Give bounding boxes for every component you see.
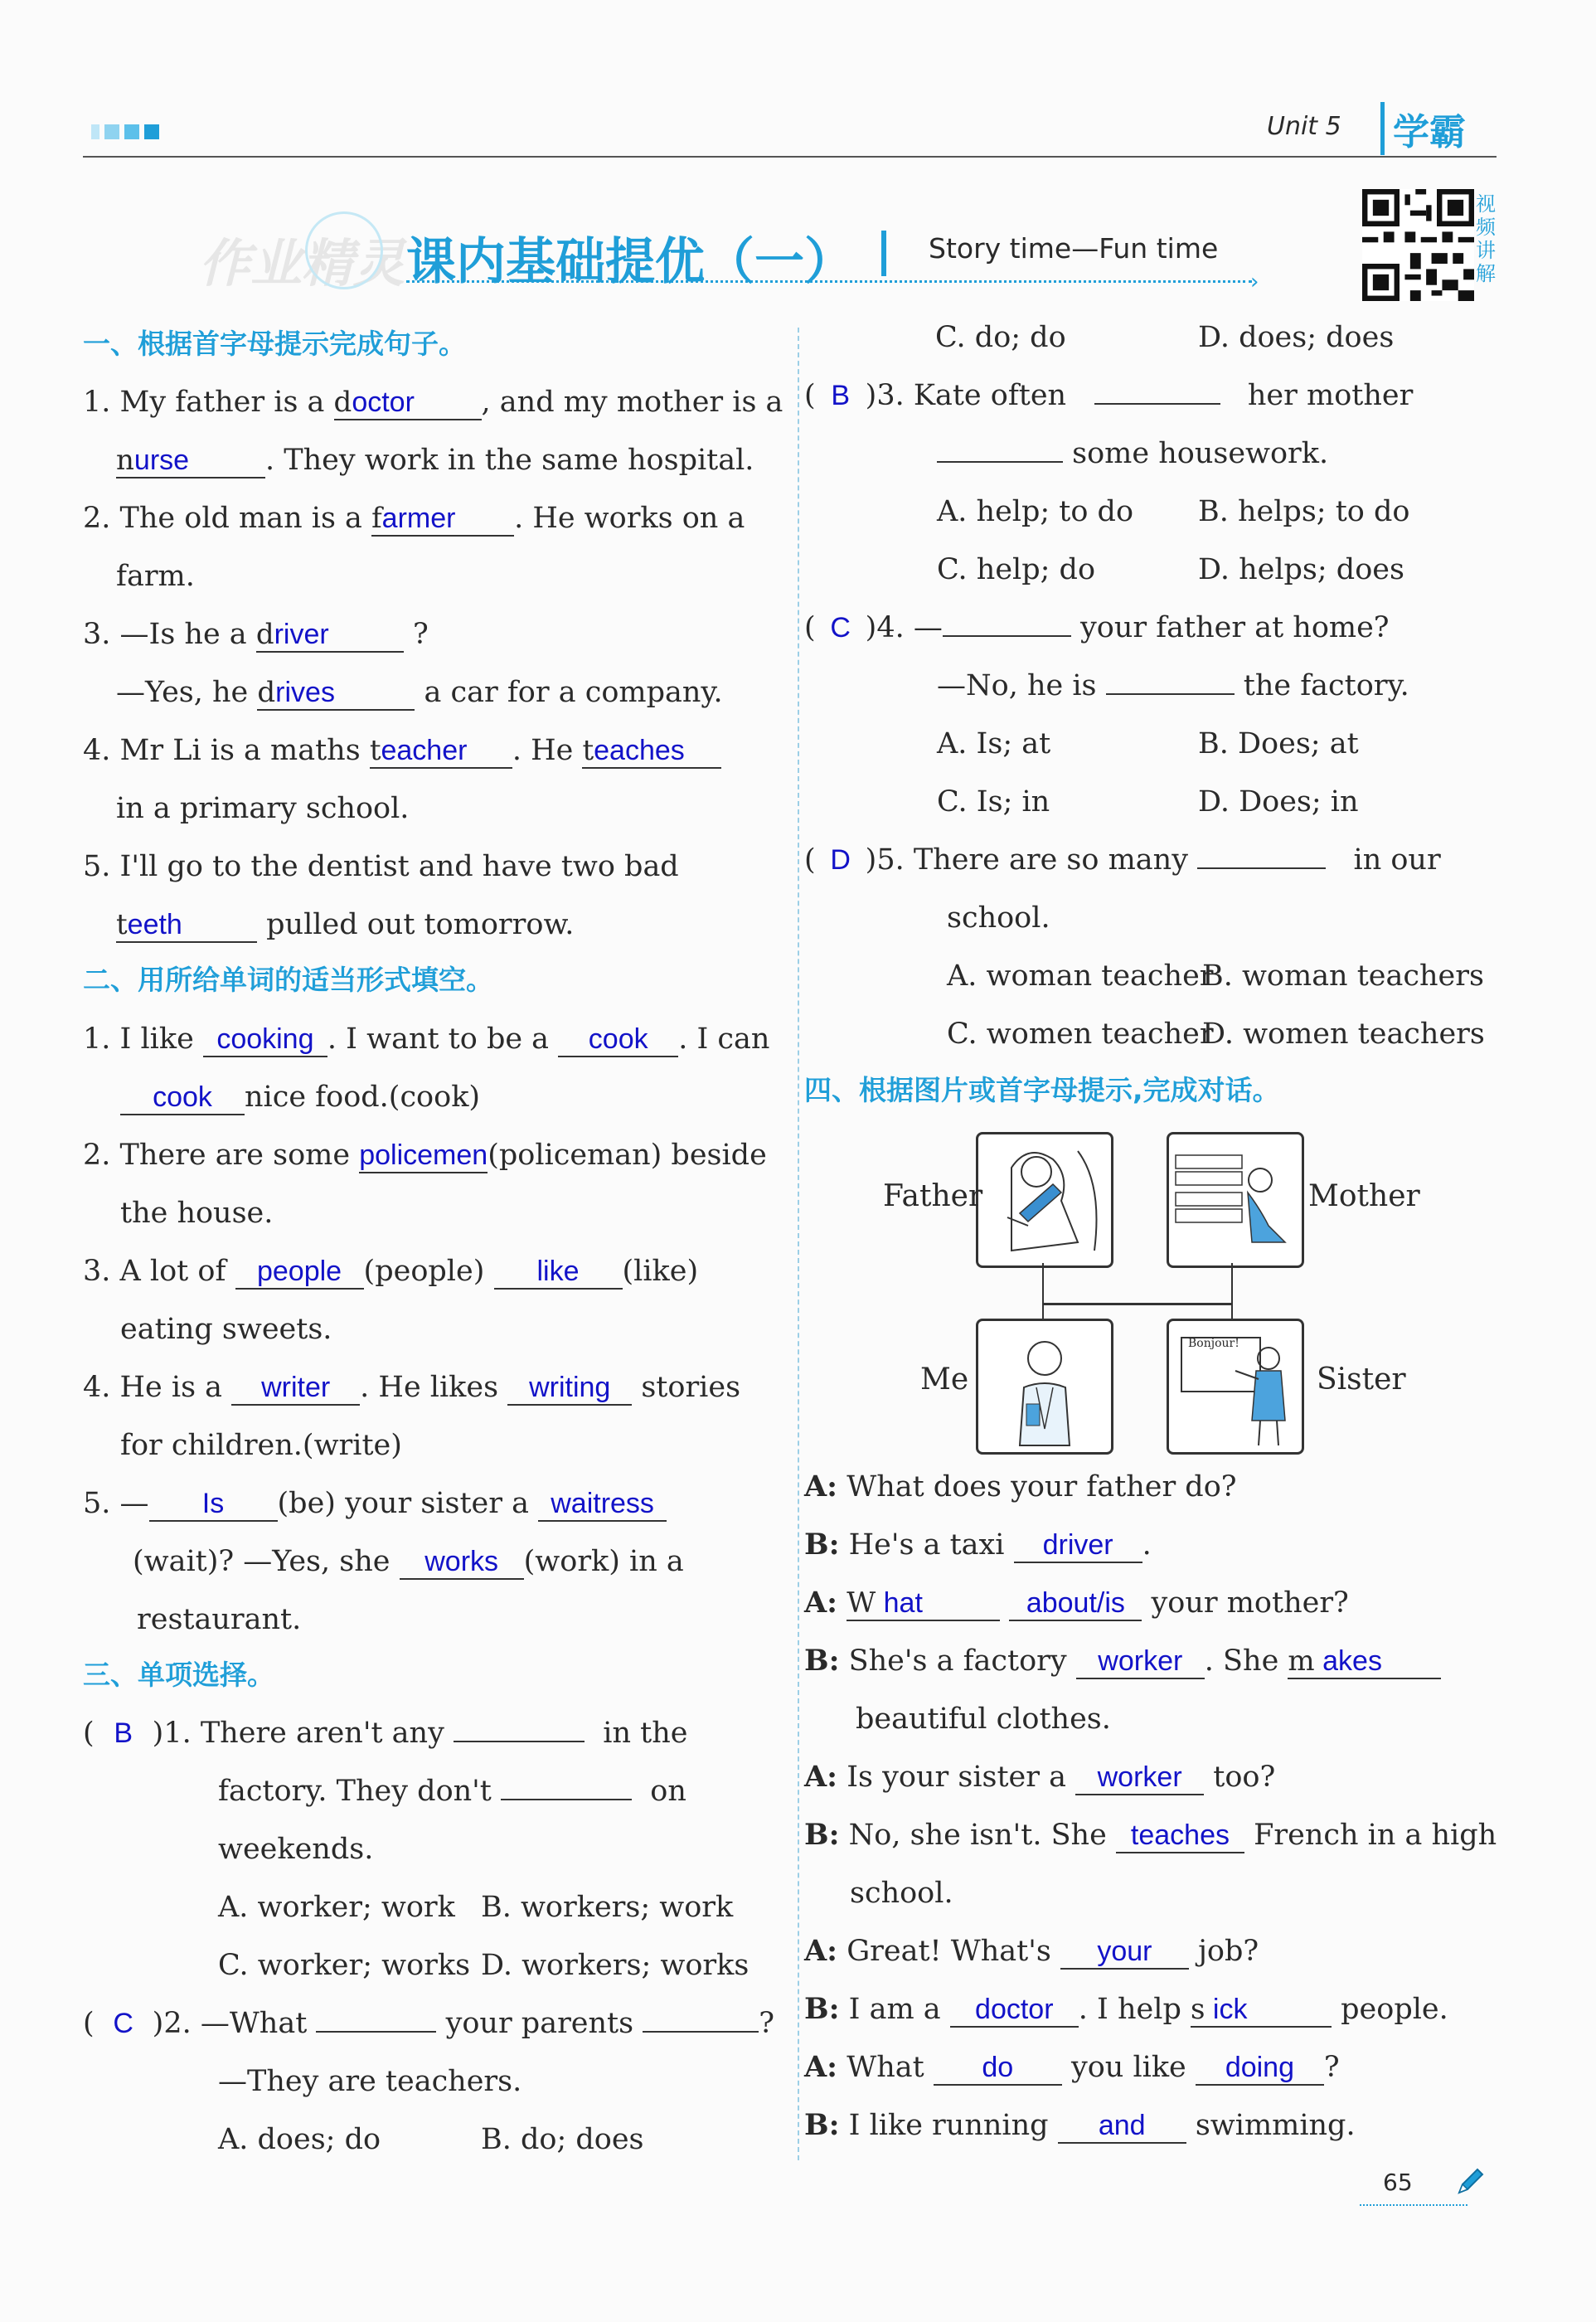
s1-q3-answer-b: drives <box>257 676 415 711</box>
dialog-7-answer: your <box>1060 1935 1189 1970</box>
s1-q2-answer: farmer <box>371 502 514 537</box>
family-tree-connector <box>1042 1263 1233 1304</box>
s2-q4-line1: 4. He is a writer . He likes writing stories <box>83 1371 741 1404</box>
qr-caption: 视频讲解 <box>1476 192 1496 285</box>
section-3-heading: 三、单项选择。 <box>83 1659 274 1691</box>
brand-logo: 学霸 <box>1380 102 1466 155</box>
s1-q4-line1: 4. Mr Li is a maths teacher . He teaches <box>83 730 721 771</box>
s1-q1-line2: nurse . They work in the same hospital. <box>116 444 754 477</box>
s2-q5-answer-c: works <box>400 1545 524 1580</box>
title-circle-icon <box>305 211 383 289</box>
dialog-2-answer: driver <box>1014 1528 1142 1563</box>
s3-q2-line2: —They are teachers. <box>218 2065 522 2098</box>
s2-q4-answer-a: writer <box>231 1371 360 1406</box>
s3-q3-line2: some housework. <box>937 433 1328 474</box>
mother-picture <box>1167 1132 1304 1268</box>
s3-q2-option-d[interactable]: D. does; does <box>1198 321 1395 354</box>
s3-q4-option-a[interactable]: A. Is; at <box>937 727 1051 760</box>
s2-q1-line2: cook nice food.(cook) <box>120 1076 480 1118</box>
page-subtitle: Story time—Fun time <box>929 232 1219 265</box>
s2-q5-line3: restaurant. <box>137 1603 302 1636</box>
dialog-4-answer-b: m akes <box>1288 1644 1441 1679</box>
s1-q4-answer-b: teaches <box>582 734 721 769</box>
s3-q4-option-c[interactable]: C. Is; in <box>937 785 1050 819</box>
s3-q4-line1: ( C )4. — your father at home? <box>804 607 1390 649</box>
section-4-heading: 四、根据图片或首字母提示,完成对话。 <box>804 1074 1280 1106</box>
title-bar <box>881 231 886 276</box>
dialog-3: A: W hat about/is your mother? <box>804 1586 1349 1620</box>
s2-q3-answer-a: people <box>235 1255 364 1290</box>
s3-q4-option-b[interactable]: B. Does; at <box>1198 727 1359 760</box>
s1-q2-line2: farm. <box>116 560 195 593</box>
page-title: 课内基础提优（一） <box>406 233 854 291</box>
s1-q2-line1: 2. The old man is a farmer . He works on a <box>83 502 745 535</box>
watermark-text: 作业精灵 <box>199 233 405 294</box>
dialog-6-answer: teaches <box>1116 1819 1244 1853</box>
label-mother: Mother <box>1308 1179 1420 1213</box>
page-number-underline <box>1360 2204 1467 2206</box>
s3-q3-answer: B <box>831 380 850 411</box>
s3-q3-option-c[interactable]: C. help; do <box>937 553 1096 586</box>
dialog-6: B: No, she isn't. She teaches French in a high <box>804 1818 1497 1852</box>
header-rule <box>83 156 1497 158</box>
header-decoration <box>91 124 159 143</box>
s3-q2-option-c[interactable]: C. do; do <box>935 321 1066 354</box>
s1-q1-answer-b: nurse <box>116 444 265 478</box>
label-father: Father <box>883 1179 983 1213</box>
dialog-10: B: I like running and swimming. <box>804 2108 1356 2142</box>
dialog-4-answer-a: worker <box>1076 1644 1205 1679</box>
s3-q1-line2: factory. They don't on <box>218 1771 686 1812</box>
label-sister: Sister <box>1317 1363 1406 1397</box>
s3-q1-option-b[interactable]: B. workers; work <box>481 1891 734 1924</box>
s1-q5-answer: teeth <box>116 908 257 943</box>
s1-q3-answer-a: driver <box>256 618 404 653</box>
s2-q1-line1: 1. I like cooking . I want to be a cook . I can <box>83 1023 770 1056</box>
dialog-5-answer: worker <box>1075 1761 1204 1795</box>
s2-q5-answer-b: waitress <box>538 1487 667 1522</box>
s1-q5-line2: teeth pulled out tomorrow. <box>116 908 575 941</box>
s3-q5-answer: D <box>830 844 851 876</box>
s3-q5-option-b[interactable]: B. woman teachers <box>1202 959 1484 993</box>
s3-q1-line1: ( B )1. There aren't any in the <box>83 1712 687 1754</box>
title-arrow-icon: › <box>1250 270 1259 294</box>
dialog-8-answer-a: doctor <box>950 1993 1079 2028</box>
me-picture <box>976 1319 1113 1455</box>
s3-q5-line2: school. <box>947 901 1050 935</box>
s3-q1-option-a[interactable]: A. worker; work <box>218 1891 455 1924</box>
s3-q4-line2: —No, he is the factory. <box>937 665 1409 707</box>
board-text: Bonjour! <box>1188 1337 1239 1350</box>
dialog-3-answer-a: W hat <box>847 1586 1000 1621</box>
family-tree-connector-2 <box>1042 1304 1233 1319</box>
s3-q4-answer: C <box>830 612 851 644</box>
s2-q2-answer: policemen <box>359 1139 488 1173</box>
dialog-9: A: What do you like doing ? <box>804 2050 1340 2084</box>
s2-q2-line2: the house. <box>120 1197 274 1230</box>
dialog-8: B: I am a doctor . I help s ick people. <box>804 1992 1448 2026</box>
unit-label: Unit 5 <box>1267 112 1341 141</box>
s3-q3-option-d[interactable]: D. helps; does <box>1198 553 1404 586</box>
s3-q5-option-d[interactable]: D. women teachers <box>1202 1018 1485 1051</box>
s3-q5-option-c[interactable]: C. women teacher <box>947 1018 1214 1051</box>
s2-q4-answer-b: writing <box>507 1371 632 1406</box>
s1-q4-line2: in a primary school. <box>116 792 410 825</box>
s2-q1-answer-c: cook <box>120 1081 245 1115</box>
dialog-5: A: Is your sister a worker too? <box>804 1760 1276 1794</box>
s3-q1-option-d[interactable]: D. workers; works <box>481 1949 749 1982</box>
title-underline <box>406 280 1252 283</box>
s2-q5-answer-a: Is <box>149 1487 278 1522</box>
pencil-icon <box>1453 2164 1487 2199</box>
s1-q1-answer-a: doctor <box>334 386 482 420</box>
s3-q2-option-b[interactable]: B. do; does <box>481 2123 644 2156</box>
column-divider <box>798 328 799 2160</box>
s3-q5-line1: ( D )5. There are so many in our <box>804 839 1441 881</box>
s1-q1-line1: 1. My father is a doctor , and my mother is a <box>83 386 783 419</box>
dialog-4-cont: beautiful clothes. <box>856 1703 1111 1736</box>
s2-q3-line1: 3. A lot of people (people) like (like) <box>83 1255 699 1288</box>
s1-q3-line1: 3. —Is he a driver ? <box>83 618 429 651</box>
s3-q2-answer: C <box>113 2008 133 2039</box>
s2-q2-line1: 2. There are some policemen(policeman) beside <box>83 1139 767 1172</box>
s3-q1-answer: B <box>114 1717 133 1749</box>
dialog-4: B: She's a factory worker . She m akes <box>804 1640 1441 1682</box>
label-me: Me <box>920 1363 969 1397</box>
s2-q3-line2: eating sweets. <box>120 1313 332 1346</box>
s3-q3-line1: ( B )3. Kate often her mother <box>804 375 1413 416</box>
dialog-6-cont: school. <box>850 1877 953 1910</box>
s3-q5-option-a[interactable]: A. woman teacher <box>947 959 1214 993</box>
s1-q4-answer-a: teacher <box>370 734 512 769</box>
dialog-8-answer-b: s ick <box>1191 1993 1332 2028</box>
s2-q1-answer-a: cooking <box>203 1023 327 1057</box>
s1-q3-line2: —Yes, he drives a car for a company. <box>116 676 723 709</box>
dialog-7: A: Great! What's your job? <box>804 1934 1259 1968</box>
s2-q5-line2: (wait)? —Yes, she works (work) in a <box>133 1545 684 1578</box>
dialog-9-answer-a: do <box>934 2051 1062 2086</box>
s3-q1-option-c[interactable]: C. worker; works <box>218 1949 471 1982</box>
page-number: 65 <box>1383 2169 1413 2196</box>
s2-q4-line2: for children.(write) <box>120 1429 402 1462</box>
dialog-3-answer-b: about/is <box>1009 1586 1142 1621</box>
s3-q1-line3: weekends. <box>218 1833 374 1866</box>
s3-q2-option-a[interactable]: A. does; do <box>218 2123 381 2156</box>
father-picture <box>976 1132 1113 1268</box>
dialog-9-answer-b: doing <box>1196 2051 1324 2086</box>
s3-q3-option-a[interactable]: A. help; to do <box>937 495 1134 528</box>
section-1-heading: 一、根据首字母提示完成句子。 <box>83 328 466 360</box>
s3-q4-option-d[interactable]: D. Does; in <box>1198 785 1359 819</box>
section-2-heading: 二、用所给单词的适当形式填空。 <box>83 964 493 996</box>
s3-q2-line1: ( C )2. —What your parents ? <box>83 2003 774 2044</box>
qr-code-icon[interactable] <box>1362 189 1474 301</box>
s2-q3-answer-b: like <box>494 1255 623 1290</box>
dialog-2: B: He's a taxi driver . <box>804 1528 1152 1562</box>
s3-q3-option-b[interactable]: B. helps; to do <box>1198 495 1410 528</box>
s1-q5-line1: 5. I'll go to the dentist and have two bad <box>83 850 679 883</box>
s2-q1-answer-b: cook <box>558 1023 678 1057</box>
s2-q5-line1: 5. — Is (be) your sister a waitress <box>83 1483 667 1524</box>
dialog-10-answer: and <box>1058 2109 1186 2144</box>
dialog-1: A: What does your father do? <box>804 1469 1237 1503</box>
